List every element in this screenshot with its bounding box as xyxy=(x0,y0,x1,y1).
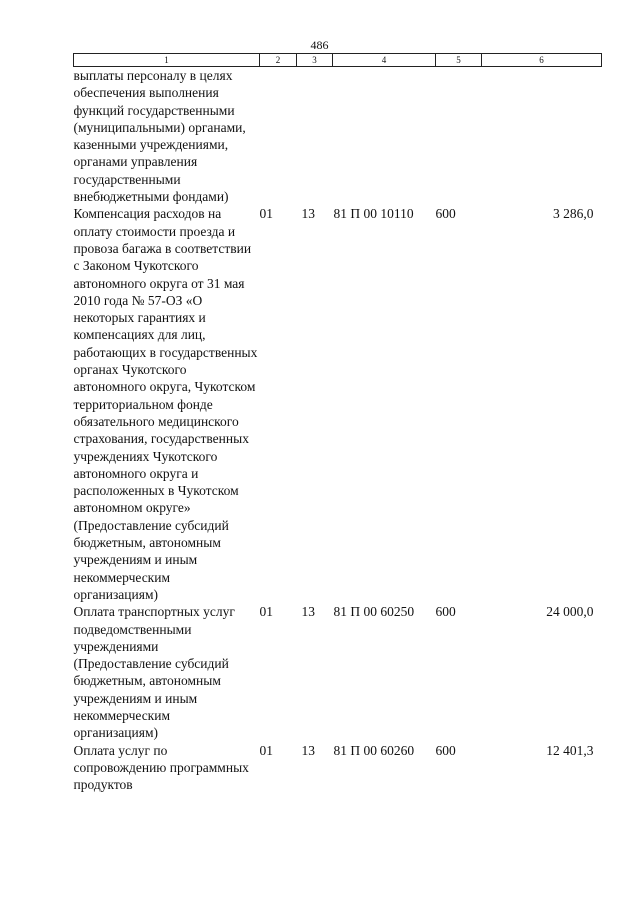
row-name: Оплата услуг по сопровождению программных продуктов xyxy=(73,742,249,793)
row-section-code xyxy=(260,67,297,206)
row-target-article: 81 П 00 10110 xyxy=(333,206,414,222)
table-header xyxy=(74,54,602,67)
row-section-code: 01 xyxy=(259,742,273,758)
row-expense-type: 600 xyxy=(435,206,456,222)
row-target-article: 81 П 00 60260 xyxy=(333,742,415,758)
column-header-3: 3 xyxy=(297,54,333,67)
row-amount: 24 000,0 xyxy=(546,604,594,620)
column-header-4: 4 xyxy=(333,54,436,67)
column-header-1: 1 xyxy=(74,54,260,67)
row-subsection-code: 13 xyxy=(301,604,315,620)
row-section-code: 01 xyxy=(259,604,273,620)
row-target-article: 81 П 00 60250 xyxy=(333,604,415,620)
row-name: выплаты персоналу в целях обеспечения выполнения функций государственными (муниципальными) органами, казенными учреждениями, органами управления государственными внебюджетными фондами) xyxy=(73,68,246,205)
header-row xyxy=(74,54,602,67)
row-expense-type: 600 xyxy=(435,742,456,758)
page-number: 486 xyxy=(310,38,329,52)
row-name: Компенсация расходов на оплату стоимости проезда и провоза багажа в соответствии с Законом Чукотского автономного округа от 31 мая 2010 года № 57-ОЗ «О некоторых гарантиях и компенсациях для лиц, работающих в государственных органах Чукотского автономного округа, Чукотском территориальном фонде обязательного медицинского страхования, государственных учреждениях Чукотского автономного округа и расположенных в Чукотском автономном округе» (Предоставление субсидий бюджетным, автономным учреждениям и иным некоммерческим организациям) xyxy=(73,206,258,602)
row-subsection-code: 13 xyxy=(301,206,315,222)
row-subsection-code xyxy=(297,67,333,206)
table-row xyxy=(74,742,602,794)
row-expense-type: 600 xyxy=(435,604,456,620)
table-body xyxy=(74,67,602,794)
row-section-code: 01 xyxy=(259,206,273,222)
row-expense-type xyxy=(436,67,482,206)
row-amount: 12 401,3 xyxy=(546,742,594,758)
column-header-2: 2 xyxy=(260,54,297,67)
row-amount xyxy=(482,67,602,206)
row-amount: 3 286,0 xyxy=(553,206,594,222)
column-header-6: 6 xyxy=(482,54,602,67)
row-name: Оплата транспортных услуг подведомственными учреждениями (Предоставление субсидий бюджетным, автономным учреждениям и иным некоммерческим организациям) xyxy=(73,604,235,741)
row-subsection-code: 13 xyxy=(301,742,315,758)
column-header-5: 5 xyxy=(436,54,482,67)
table-row xyxy=(74,205,602,603)
table-row xyxy=(74,603,602,741)
row-target-article xyxy=(333,67,436,206)
table-row xyxy=(74,67,602,206)
budget-table xyxy=(73,53,602,793)
